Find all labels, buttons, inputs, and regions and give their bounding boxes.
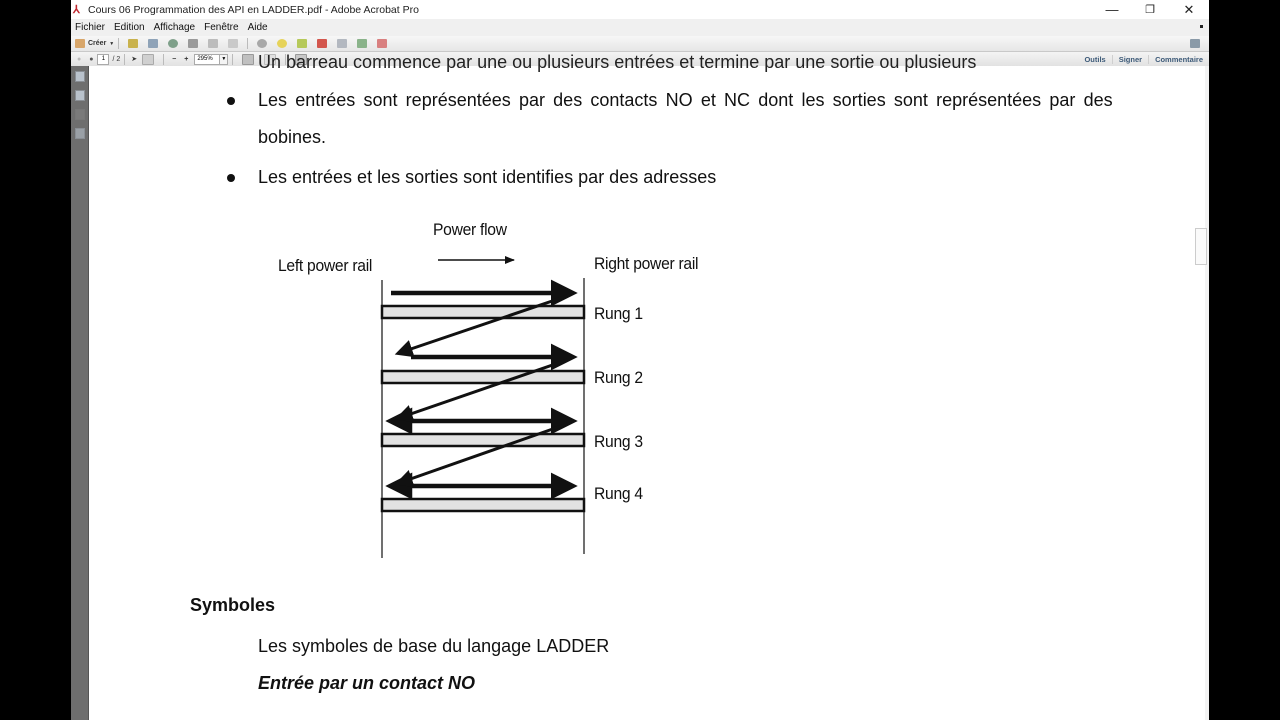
zoom-dropdown-icon[interactable]: ▼	[220, 54, 228, 65]
rung-4-label: Rung 4	[594, 484, 643, 503]
comment-bubble-icon[interactable]	[277, 39, 287, 48]
menu-aide[interactable]: Aide	[247, 22, 268, 33]
menu-bar	[71, 19, 1209, 37]
open-folder-icon[interactable]	[128, 39, 138, 48]
subheading-contact-no: Entrée par un contact NO	[258, 673, 476, 693]
window-title: Cours 06 Programmation des API en LADDER.pdf - Adobe Acrobat Pro	[88, 3, 419, 16]
fit-page-icon[interactable]	[242, 54, 254, 65]
next-page-icon[interactable]: ●	[89, 55, 94, 63]
previous-page-icon[interactable]: ●	[77, 55, 82, 63]
toolbar-divider	[118, 38, 119, 49]
acrobat-window	[71, 0, 1209, 720]
create-button[interactable]	[75, 39, 114, 48]
restore-button[interactable]: ❐	[1145, 4, 1155, 16]
print-icon[interactable]	[188, 39, 198, 48]
symbols-paragraph: Les symboles de base du langage LADDER	[258, 636, 610, 656]
bookmarks-icon[interactable]	[75, 90, 85, 101]
document-protect-icon[interactable]	[377, 39, 387, 48]
zoom-level-input[interactable]: 295%	[194, 54, 220, 65]
task-pane-links	[1078, 52, 1209, 66]
zoom-in-icon[interactable]: +	[184, 55, 189, 63]
right-rail-label: Right power rail	[594, 254, 699, 273]
settings-gear-icon[interactable]	[257, 39, 267, 48]
attachments-icon[interactable]	[75, 128, 85, 139]
navigation-pane	[71, 66, 89, 720]
document-icon[interactable]	[337, 39, 347, 48]
tools-link[interactable]: Outils	[1084, 54, 1106, 64]
section-heading-symboles: Symboles	[190, 595, 276, 615]
close-button[interactable]: ✕	[1183, 1, 1195, 17]
comment-link[interactable]: Commentaire	[1148, 55, 1209, 64]
select-tool-icon[interactable]: ➤	[131, 56, 138, 63]
bullet-1-line-1: Les entrées sont représentées par des contacts NO et NC dont les sorties sont représentées par des	[258, 90, 1113, 110]
save-icon[interactable]	[148, 39, 158, 48]
sign-link[interactable]: Signer	[1112, 55, 1148, 64]
main-toolbar	[71, 36, 1209, 52]
toolbar-divider	[247, 38, 248, 49]
highlight-comment-icon[interactable]	[297, 39, 307, 48]
cloud-upload-icon[interactable]	[168, 39, 178, 48]
split-view-handle[interactable]	[1195, 228, 1207, 265]
chevron-down-icon: ▼	[109, 40, 115, 47]
toolbar-divider	[163, 54, 164, 65]
page-thumbnails-icon[interactable]	[75, 71, 85, 82]
hand-tool-icon[interactable]	[142, 54, 154, 65]
menu-fenetre[interactable]: Fenêtre	[204, 22, 239, 33]
minimize-button[interactable]: —	[1105, 2, 1119, 17]
page-number-input[interactable]: 1	[97, 54, 109, 65]
vertical-scrollbar[interactable]	[1205, 66, 1209, 720]
title-bar	[71, 0, 1209, 19]
bullet-2-text: Les entrées et les sorties sont identifies par des adresses	[258, 167, 717, 187]
menu-fichier[interactable]: Fichier	[75, 22, 106, 33]
partial-text-line: Un barreau commence par une ou plusieurs entrées et termine par une sortie ou plusieurs	[258, 52, 977, 72]
page-total: / 2	[112, 55, 121, 63]
toolbar-divider	[124, 54, 125, 65]
rung-2-label: Rung 2	[594, 368, 643, 387]
toolbar-divider	[232, 54, 233, 65]
menu-edition[interactable]: Edition	[114, 22, 145, 33]
edit-document-icon[interactable]	[208, 39, 218, 48]
zoom-out-icon[interactable]: −	[172, 55, 177, 63]
menu-overflow-icon[interactable]	[1200, 25, 1203, 28]
left-rail-label: Left power rail	[278, 256, 373, 275]
create-label: Créer	[88, 40, 107, 47]
rung-1-label: Rung 1	[594, 304, 643, 323]
expand-icon[interactable]	[1190, 39, 1200, 48]
power-flow-label: Power flow	[433, 220, 507, 239]
ladder-power-flow-diagram	[89, 66, 1207, 720]
signatures-icon[interactable]	[75, 109, 85, 120]
pdf-export-icon[interactable]	[317, 39, 327, 48]
acrobat-pdf-icon: ⅄	[73, 3, 80, 16]
create-icon	[75, 39, 85, 48]
document-share-icon[interactable]	[357, 39, 367, 48]
rung-3-label: Rung 3	[594, 432, 643, 451]
menu-affichage[interactable]: Affichage	[153, 22, 196, 33]
email-icon[interactable]	[228, 39, 238, 48]
bullet-1-line-2: bobines.	[258, 127, 327, 147]
